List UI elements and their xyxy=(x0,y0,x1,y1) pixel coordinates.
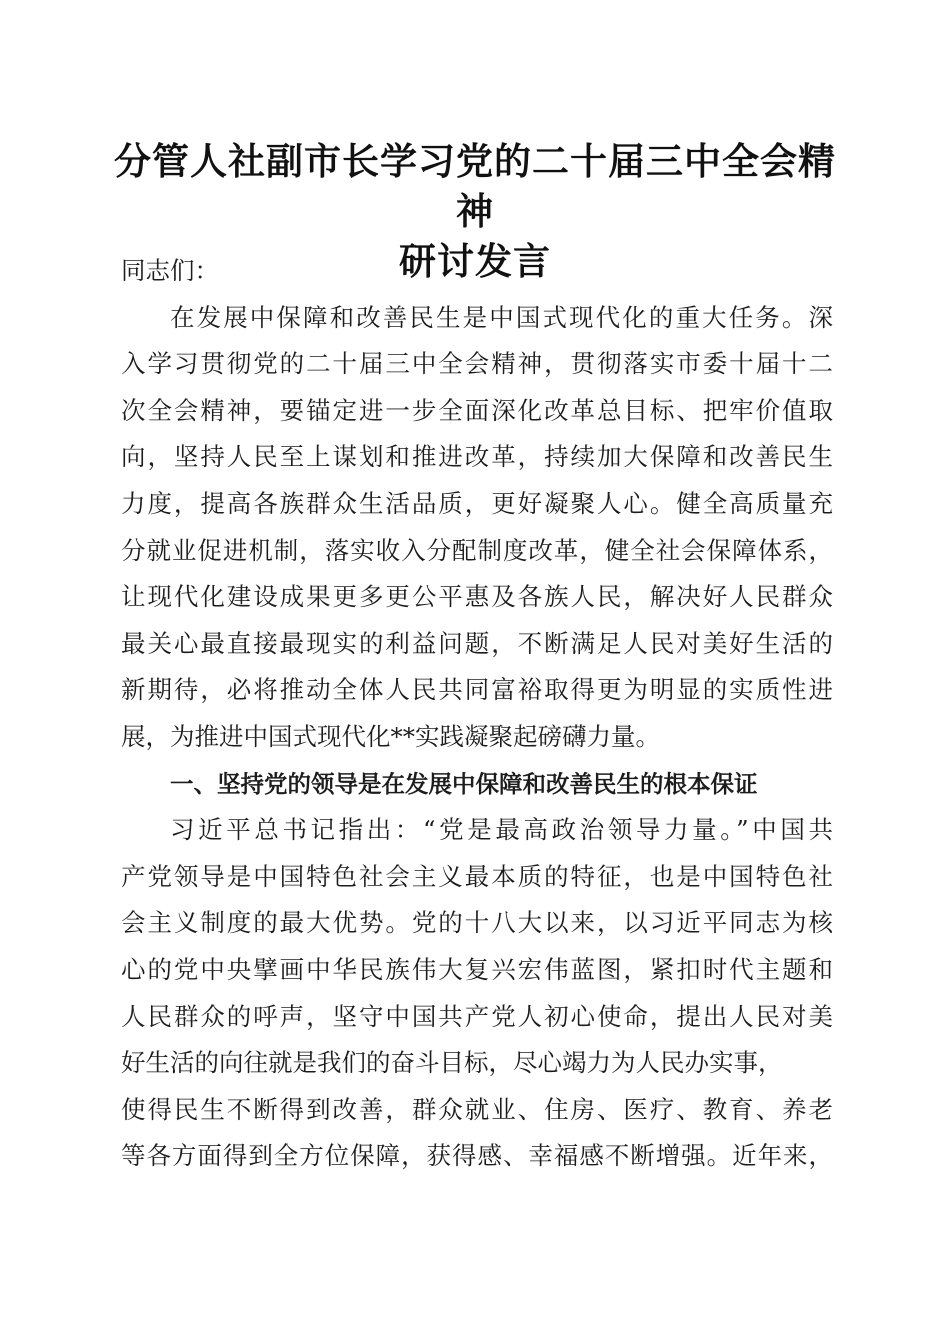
paragraph-line: 好生活的向往就是我们的奋斗目标，尽心竭力为人民办实事， xyxy=(121,1048,783,1078)
paragraph-line: 习近平总书记指出：“党是最高政治领导力量。”中国共 xyxy=(170,815,833,845)
paragraph-line: 产党领导是中国特色社会主义最本质的特征，也是中国特色社 xyxy=(121,861,833,891)
paragraph-line: 心的党中央擘画中华民族伟大复兴宏伟蓝图，紧扣时代主题和 xyxy=(121,954,833,984)
section-heading-1: 一、坚持党的领导是在发展中保障和改善民生的根本保证 xyxy=(170,769,758,798)
paragraph-line: 等各方面得到全方位保障，获得感、幸福感不断增强。近年来， xyxy=(121,1141,833,1171)
paragraph-line: 新期待，必将推动全体人民共同富裕取得更为明显的实质性进 xyxy=(121,675,833,705)
paragraph-line: 让现代化建设成果更多更公平惠及各族人民，解决好人民群众 xyxy=(121,582,833,612)
paragraph-line: 力度，提高各族群众生活品质，更好凝聚人心。健全高质量充 xyxy=(121,488,833,518)
paragraph-line: 分就业促进机制，落实收入分配制度改革，健全社会保障体系， xyxy=(121,535,833,565)
paragraph-line: 在发展中保障和改善民生是中国式现代化的重大任务。深 xyxy=(170,302,833,332)
paragraph-line: 人民群众的呼声，坚守中国共产党人初心使命，提出人民对美 xyxy=(121,1001,833,1031)
paragraph-line: 最关心最直接最现实的利益问题，不断满足人民对美好生活的 xyxy=(121,628,833,658)
title-line-1: 分管人社副市长学习党的二十届三中全会精神 xyxy=(114,139,836,233)
paragraph-2 xyxy=(121,807,833,1180)
document-body xyxy=(121,248,833,1180)
paragraph-line: 使得民生不断得到改善，群众就业、住房、医疗、教育、养老 xyxy=(121,1094,833,1124)
paragraph-line: 向，坚持人民至上谋划和推进改革，持续加大保障和改善民生 xyxy=(121,442,833,472)
paragraph-line: 入学习贯彻党的二十届三中全会精神，贯彻落实市委十届十二 xyxy=(121,349,833,379)
paragraph-1 xyxy=(121,295,833,761)
paragraph-line: 次全会精神，要锚定进一步全面深化改革总目标、把牢价值取 xyxy=(121,395,833,425)
title-line-2: 研讨发言 xyxy=(399,239,551,283)
paragraph-line: 展，为推进中国式现代化**实践凝聚起磅礴力量。 xyxy=(121,721,660,751)
paragraph-line: 会主义制度的最大优势。党的十八大以来，以习近平同志为核 xyxy=(121,908,833,938)
salutation: 同志们： xyxy=(121,256,219,285)
